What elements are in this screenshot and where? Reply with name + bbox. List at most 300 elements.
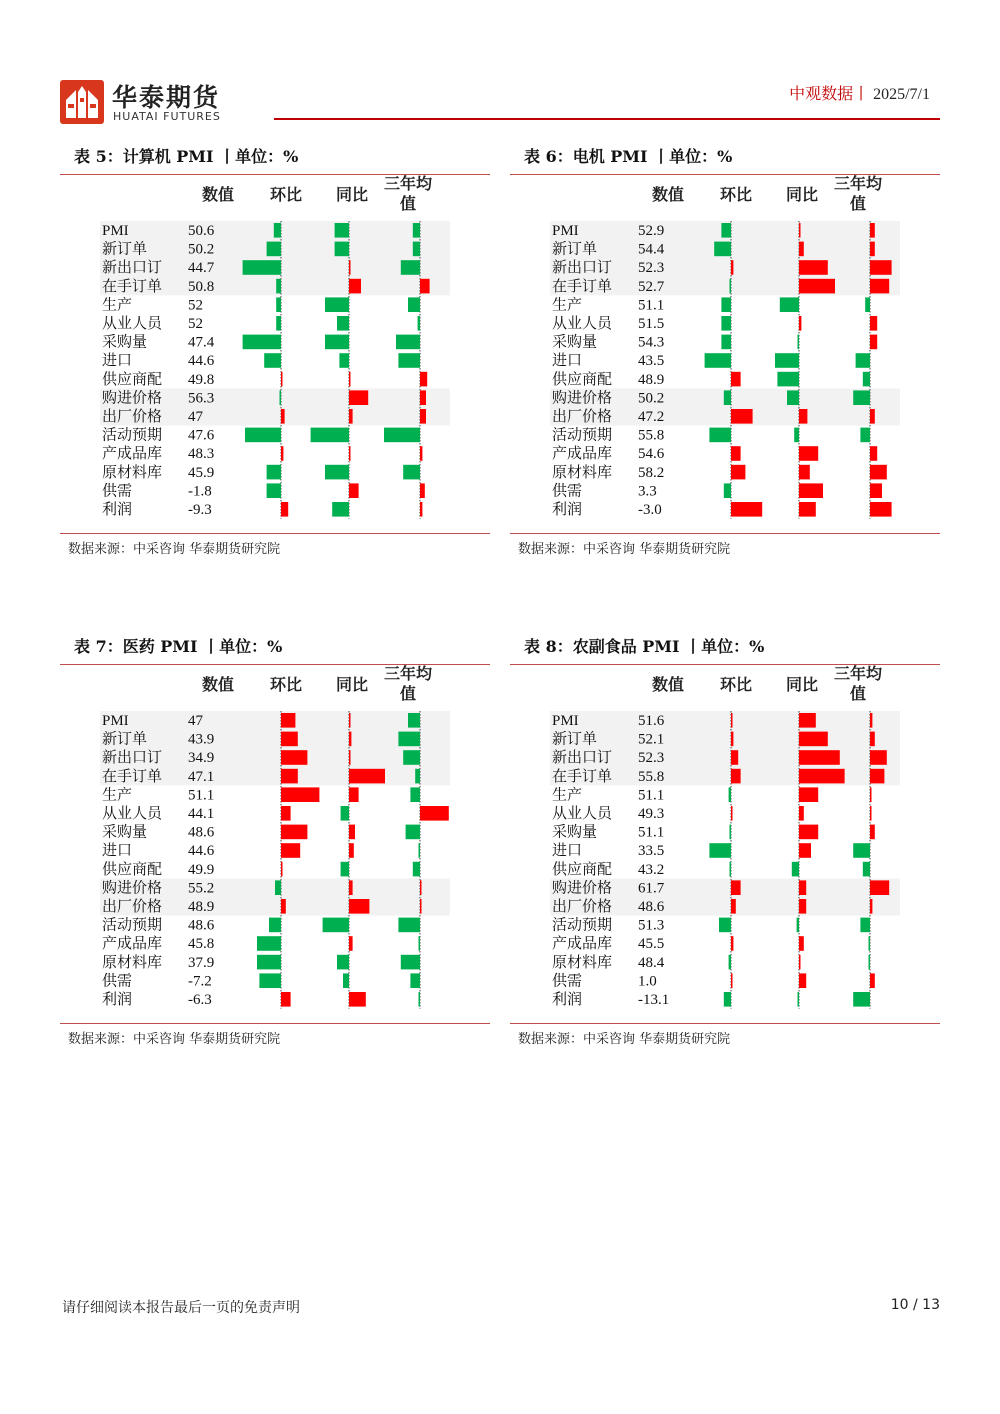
avg3y-bar: [863, 372, 870, 387]
row-value: 49.3: [638, 806, 665, 822]
column-header: 环比: [720, 187, 753, 204]
mom-bar: [721, 335, 731, 350]
row-label: 出厂价格: [102, 899, 163, 915]
yoy-bar: [349, 787, 359, 802]
mom-bar: [281, 769, 298, 784]
avg3y-bar: [853, 992, 870, 1007]
row-value: 34.9: [188, 750, 215, 767]
yoy-bar: [799, 880, 806, 895]
avg3y-bar: [420, 899, 422, 914]
yoy-bar: [780, 297, 799, 312]
panel-agri-food-pmi: [510, 634, 940, 1054]
yoy-bar: [349, 825, 355, 840]
row-label: 供需: [102, 973, 133, 990]
row-value: 45.5: [638, 936, 665, 953]
disclaimer-note: 请仔细阅读本报告最后一页的免责声明: [62, 1300, 300, 1316]
row-value: 51.3: [638, 917, 665, 934]
mom-bar: [267, 483, 281, 498]
mom-bar: [280, 390, 282, 405]
row-label: 供需: [102, 483, 133, 500]
mom-bar: [731, 936, 733, 951]
avg3y-bar: [870, 223, 875, 238]
row-label: 购进价格: [552, 390, 613, 407]
mom-bar: [709, 843, 731, 858]
panel-motor-pmi: [510, 144, 940, 564]
mom-bar: [281, 806, 291, 821]
mom-bar: [730, 862, 732, 877]
row-value: 50.8: [188, 278, 215, 295]
row-label: 新出口订: [552, 750, 613, 767]
column-header: 三年均: [383, 176, 433, 193]
table-top-rule: [510, 174, 940, 175]
row-label: 活动预期: [102, 917, 163, 934]
avg3y-bar: [870, 732, 875, 747]
avg3y-bar: [856, 353, 870, 368]
row-value: 50.2: [638, 390, 665, 407]
row-value: 44.6: [188, 843, 215, 860]
row-value: 52.1: [638, 731, 665, 748]
yoy-bar: [349, 446, 351, 461]
column-header: 同比: [336, 677, 369, 694]
avg3y-bar: [420, 483, 425, 498]
row-value: 47.1: [188, 768, 215, 785]
avg3y-bar: [420, 880, 422, 895]
row-label: 生产: [552, 787, 583, 804]
yoy-bar: [799, 769, 845, 784]
row-value: 48.6: [188, 824, 215, 841]
yoy-bar: [799, 483, 823, 498]
yoy-bar: [777, 372, 799, 387]
avg3y-bar: [408, 713, 420, 728]
yoy-bar: [341, 862, 349, 877]
row-value: 47: [188, 409, 203, 425]
yoy-bar: [349, 936, 353, 951]
mom-bar: [731, 769, 741, 784]
mom-bar: [281, 843, 300, 858]
mom-bar: [719, 918, 731, 933]
mom-bar: [276, 297, 281, 312]
row-value: 54.3: [638, 334, 665, 351]
row-label: PMI: [102, 713, 129, 729]
mom-bar: [245, 428, 281, 443]
table-bottom-rule: [60, 1023, 490, 1024]
row-label: 供应商配: [102, 861, 163, 878]
row-label: 利润: [102, 992, 133, 1008]
mom-bar: [274, 223, 281, 238]
mom-bar: [281, 825, 307, 840]
mom-bar: [257, 936, 281, 951]
row-label: 出厂价格: [552, 899, 613, 915]
row-value: 1.0: [638, 973, 657, 990]
mom-bar: [281, 502, 288, 517]
avg3y-bar: [853, 843, 870, 858]
row-label: 产成品库: [552, 936, 613, 953]
yoy-bar: [792, 862, 799, 877]
avg3y-bar: [870, 713, 872, 728]
avg3y-bar: [870, 483, 882, 498]
yoy-bar: [341, 806, 349, 821]
avg3y-bar: [853, 390, 870, 405]
column-header: 三年均: [833, 666, 883, 683]
row-value: 51.1: [188, 787, 215, 804]
row-label: 采购量: [552, 334, 598, 351]
mom-bar: [267, 465, 281, 480]
yoy-bar: [332, 502, 349, 517]
row-value: 37.9: [188, 954, 215, 971]
avg3y-bar: [870, 409, 875, 424]
row-value: -1.8: [188, 483, 212, 500]
row-label: 采购量: [102, 824, 148, 841]
mom-bar: [731, 713, 733, 728]
row-value: 61.7: [638, 880, 665, 897]
mom-bar: [724, 992, 731, 1007]
row-label: 活动预期: [552, 427, 613, 444]
row-label: 原材料库: [102, 464, 163, 481]
page-number: 10 / 13: [890, 1297, 940, 1313]
row-label: 购进价格: [102, 880, 163, 897]
mom-bar: [243, 335, 281, 350]
yoy-bar: [799, 260, 828, 275]
yoy-bar: [335, 242, 349, 257]
column-header: 数值: [652, 187, 685, 204]
row-label: 原材料库: [552, 464, 613, 481]
avg3y-bar: [413, 223, 420, 238]
row-value: 45.9: [188, 464, 215, 481]
avg3y-bar: [403, 750, 420, 765]
row-label: 从业人员: [102, 806, 163, 822]
row-label: 生产: [102, 787, 133, 804]
avg3y-bar: [870, 825, 875, 840]
yoy-bar: [349, 732, 351, 747]
avg3y-bar: [870, 750, 887, 765]
yoy-bar: [325, 465, 349, 480]
avg3y-bar: [870, 787, 872, 802]
yoy-bar: [349, 409, 353, 424]
row-label: 从业人员: [552, 316, 613, 332]
source-note: 数据来源：中采咨询 华泰期货研究院: [518, 1032, 731, 1047]
yoy-bar: [794, 428, 799, 443]
avg3y-bar: [870, 769, 884, 784]
yoy-bar: [799, 806, 804, 821]
pmi-heat-table: [60, 176, 490, 532]
yoy-bar: [349, 390, 368, 405]
row-value: 47.4: [188, 334, 215, 351]
row-label: 新订单: [102, 241, 148, 258]
avg3y-bar: [396, 335, 420, 350]
avg3y-bar: [420, 806, 449, 821]
avg3y-bar: [870, 502, 892, 517]
row-label: 供应商配: [552, 371, 613, 388]
yoy-bar: [799, 242, 804, 257]
mom-bar: [731, 880, 741, 895]
row-value: 47: [188, 713, 203, 729]
avg3y-bar: [870, 446, 877, 461]
row-value: 48.9: [188, 899, 215, 915]
avg3y-bar: [870, 899, 872, 914]
yoy-bar: [349, 750, 351, 765]
row-label: 原材料库: [102, 954, 163, 971]
yoy-bar: [349, 992, 366, 1007]
yoy-bar: [799, 899, 806, 914]
row-label: 活动预期: [552, 917, 613, 934]
avg3y-bar: [384, 428, 420, 443]
header-meta: [789, 81, 930, 104]
table-top-rule: [60, 664, 490, 665]
row-value: 43.2: [638, 861, 665, 878]
row-label: 活动预期: [102, 427, 163, 444]
avg3y-bar: [419, 936, 421, 951]
row-label: PMI: [102, 223, 129, 239]
row-value: 54.4: [638, 241, 665, 258]
yoy-bar: [798, 335, 800, 350]
row-label: 产成品库: [102, 936, 163, 953]
row-label: 新订单: [552, 731, 598, 748]
row-value: 50.2: [188, 241, 215, 258]
column-header: 三年均: [833, 176, 883, 193]
row-value: 48.9: [638, 371, 665, 388]
mom-bar: [259, 973, 281, 988]
avg3y-bar: [398, 353, 420, 368]
row-value: 48.6: [188, 917, 215, 934]
yoy-bar: [349, 899, 369, 914]
mom-bar: [275, 880, 281, 895]
mom-bar: [724, 390, 731, 405]
avg3y-bar: [860, 428, 870, 443]
yoy-bar: [775, 353, 799, 368]
row-label: 出厂价格: [552, 409, 613, 425]
avg3y-bar: [413, 242, 420, 257]
row-label: 在手订单: [102, 278, 163, 295]
avg3y-bar: [420, 446, 422, 461]
row-label: 从业人员: [552, 806, 613, 822]
huatai-logo-icon: [60, 80, 104, 124]
row-label: 进口: [102, 353, 133, 370]
row-value: -9.3: [188, 502, 212, 518]
row-value: 49.9: [188, 861, 215, 878]
avg3y-bar: [860, 918, 870, 933]
yoy-bar: [799, 223, 801, 238]
avg3y-bar: [410, 973, 420, 988]
logo-english-text: HUATAI FUTURES: [113, 110, 221, 123]
yoy-bar: [799, 446, 818, 461]
mom-bar: [281, 862, 283, 877]
column-header: 值: [849, 686, 867, 703]
avg3y-bar: [870, 260, 892, 275]
column-header: 数值: [652, 677, 685, 694]
mom-bar: [721, 316, 731, 331]
yoy-bar: [799, 732, 828, 747]
mom-bar: [729, 955, 731, 970]
row-value: -3.0: [638, 502, 662, 518]
avg3y-bar: [420, 279, 430, 294]
avg3y-bar: [401, 260, 420, 275]
panel-computer-pmi: [60, 144, 490, 564]
avg3y-bar: [419, 843, 421, 858]
row-label: 新出口订: [102, 750, 163, 767]
yoy-bar: [799, 713, 816, 728]
row-value: 51.5: [638, 316, 665, 332]
row-value: 48.6: [638, 899, 665, 915]
row-value: 3.3: [638, 483, 657, 500]
yoy-bar: [797, 918, 799, 933]
table-bottom-rule: [60, 533, 490, 534]
avg3y-bar: [870, 316, 877, 331]
row-value: 51.1: [638, 824, 665, 841]
column-header: 环比: [270, 677, 303, 694]
avg3y-bar: [398, 918, 420, 933]
avg3y-bar: [869, 936, 871, 951]
row-value: 43.5: [638, 353, 665, 370]
yoy-bar: [799, 750, 840, 765]
avg3y-bar: [408, 297, 420, 312]
row-value: 47.6: [188, 427, 215, 444]
row-label: 产成品库: [102, 446, 163, 463]
mom-bar: [731, 732, 733, 747]
yoy-bar: [335, 223, 349, 238]
row-label: 购进价格: [552, 880, 613, 897]
yoy-bar: [349, 713, 351, 728]
mom-bar: [731, 465, 745, 480]
avg3y-bar: [398, 732, 420, 747]
avg3y-bar: [406, 825, 420, 840]
column-header: 数值: [202, 187, 235, 204]
avg3y-bar: [863, 862, 870, 877]
avg3y-bar: [418, 316, 420, 331]
row-value: 55.8: [638, 768, 665, 785]
table-bottom-rule: [510, 533, 940, 534]
yoy-bar: [339, 353, 349, 368]
row-label: 在手订单: [552, 278, 613, 295]
mom-bar: [281, 372, 283, 387]
table-top-rule: [510, 664, 940, 665]
yoy-bar: [799, 465, 810, 480]
panel-title: 表 8：农副食品 PMI 丨单位：%: [524, 637, 765, 656]
row-value: 33.5: [638, 843, 665, 860]
yoy-bar: [325, 297, 349, 312]
row-value: 52.3: [638, 260, 665, 277]
mom-bar: [731, 806, 733, 821]
mom-bar: [276, 279, 281, 294]
mom-bar: [281, 750, 307, 765]
row-label: 供需: [552, 973, 583, 990]
mom-bar: [264, 353, 281, 368]
row-label: 购进价格: [102, 390, 163, 407]
row-label: 利润: [552, 992, 583, 1008]
column-header: 数值: [202, 677, 235, 694]
mom-bar: [731, 260, 733, 275]
yoy-bar: [349, 843, 354, 858]
pmi-heat-table: [510, 176, 940, 532]
avg3y-bar: [401, 955, 420, 970]
avg3y-bar: [420, 409, 426, 424]
section-label: 中观数据丨: [789, 86, 870, 103]
row-label: 供应商配: [552, 861, 613, 878]
row-value: 44.6: [188, 353, 215, 370]
mom-bar: [281, 787, 319, 802]
mom-bar: [731, 409, 753, 424]
yoy-bar: [799, 502, 816, 517]
row-value: 51.6: [638, 713, 665, 729]
yoy-bar: [337, 316, 349, 331]
row-value: 52: [188, 316, 203, 332]
avg3y-bar: [870, 279, 889, 294]
row-label: 采购量: [552, 824, 598, 841]
mom-bar: [267, 242, 281, 257]
row-label: 生产: [552, 297, 583, 314]
row-label: 原材料库: [552, 954, 613, 971]
yoy-bar: [349, 279, 361, 294]
source-note: 数据来源：中采咨询 华泰期货研究院: [68, 542, 281, 557]
yoy-bar: [311, 428, 349, 443]
pmi-heat-table: [60, 666, 490, 1022]
mom-bar: [281, 446, 283, 461]
row-label: 在手订单: [102, 768, 163, 785]
row-value: 51.1: [638, 787, 665, 804]
mom-bar: [269, 918, 281, 933]
mom-bar: [729, 787, 731, 802]
row-value: 47.2: [638, 409, 665, 425]
mom-bar: [276, 316, 281, 331]
logo-chinese-text: 华泰期货: [112, 83, 221, 112]
row-label: 新订单: [552, 241, 598, 258]
avg3y-bar: [869, 955, 871, 970]
mom-bar: [281, 899, 286, 914]
header-divider: [274, 118, 940, 120]
panel-title: 表 7：医药 PMI 丨单位：%: [74, 637, 283, 656]
yoy-bar: [349, 880, 353, 895]
avg3y-bar: [413, 862, 420, 877]
yoy-bar: [349, 769, 385, 784]
avg3y-bar: [420, 372, 427, 387]
yoy-bar: [349, 260, 351, 275]
yoy-bar: [799, 936, 804, 951]
yoy-bar: [799, 279, 835, 294]
column-header: 环比: [270, 187, 303, 204]
mom-bar: [731, 372, 741, 387]
mom-bar: [243, 260, 281, 275]
mom-bar: [731, 973, 733, 988]
yoy-bar: [349, 483, 359, 498]
row-value: 55.8: [638, 427, 665, 444]
yoy-bar: [799, 825, 818, 840]
row-label: PMI: [552, 223, 579, 239]
yoy-bar: [799, 843, 811, 858]
row-value: 56.3: [188, 390, 215, 407]
column-header: 值: [849, 196, 867, 213]
avg3y-bar: [870, 880, 889, 895]
row-value: 44.1: [188, 806, 215, 822]
row-value: 51.1: [638, 297, 665, 314]
row-value: -13.1: [638, 992, 670, 1008]
mom-bar: [730, 825, 732, 840]
avg3y-bar: [403, 465, 420, 480]
avg3y-bar: [415, 769, 420, 784]
row-label: 新订单: [102, 731, 148, 748]
mom-bar: [281, 992, 291, 1007]
row-value: 43.9: [188, 731, 215, 748]
row-label: 采购量: [102, 334, 148, 351]
yoy-bar: [799, 409, 807, 424]
row-label: 产成品库: [552, 446, 613, 463]
row-value: 52.3: [638, 750, 665, 767]
mom-bar: [705, 353, 731, 368]
pmi-heat-table: [510, 666, 940, 1022]
avg3y-bar: [870, 465, 887, 480]
row-label: 进口: [102, 843, 133, 860]
row-label: 新出口订: [102, 260, 163, 277]
mom-bar: [731, 750, 738, 765]
row-label: 利润: [102, 502, 133, 518]
